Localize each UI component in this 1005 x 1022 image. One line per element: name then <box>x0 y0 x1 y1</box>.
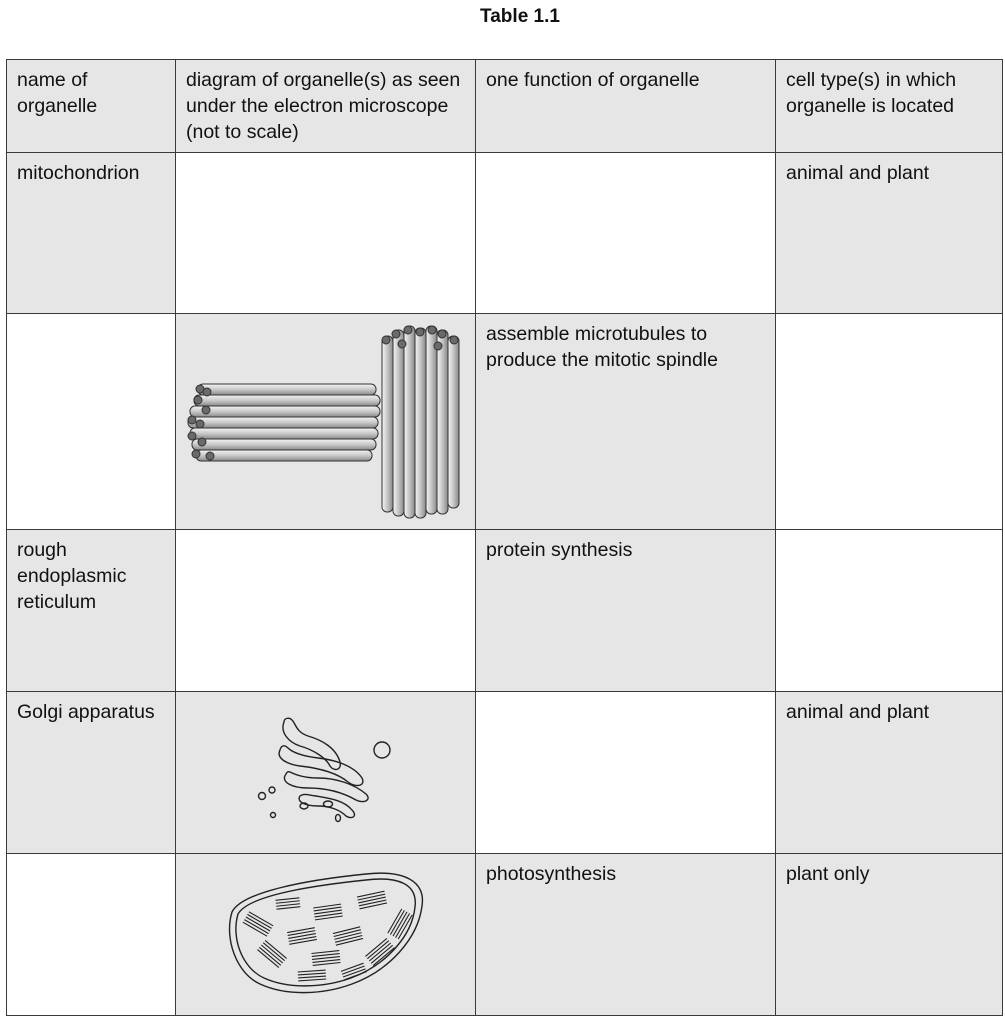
cell-name-blank <box>7 854 176 1016</box>
cell-cell-types: animal and plant <box>776 692 1003 854</box>
cell-function-blank <box>476 692 776 854</box>
table-row-mitochondrion <box>7 153 1003 314</box>
cell-name: Golgi apparatus <box>7 692 176 854</box>
cell-cell-types-blank <box>776 314 1003 530</box>
table-row-golgi <box>7 692 1003 854</box>
centrioles-diagram <box>176 314 476 530</box>
organelle-table <box>6 59 1003 1016</box>
cell-name: mitochondrion <box>7 153 176 314</box>
vertical-centriole <box>382 326 459 518</box>
cell-function: assemble microtubules to produce the mitotic spindle <box>476 314 776 530</box>
cell-cell-types: plant only <box>776 854 1003 1016</box>
cell-cell-types: animal and plant <box>776 153 1003 314</box>
header-name: name of organelle <box>7 60 176 153</box>
cell-diagram-blank <box>176 530 476 692</box>
header-diagram: diagram of organelle(s) as seen under the electron microscope (not to scale) <box>176 60 476 153</box>
table-row-rough-er <box>7 530 1003 692</box>
horizontal-centriole <box>188 384 380 461</box>
cell-function: photosynthesis <box>476 854 776 1016</box>
cell-diagram <box>176 314 476 530</box>
cell-diagram <box>176 854 476 1016</box>
header-function: one function of organelle <box>476 60 776 153</box>
cell-function-blank <box>476 153 776 314</box>
cell-name-blank <box>7 314 176 530</box>
chloroplast-diagram <box>176 854 476 1016</box>
cell-name: rough endoplasmic reticulum <box>7 530 176 692</box>
table-title: Table 1.1 <box>480 6 560 27</box>
cell-diagram <box>176 692 476 854</box>
cell-diagram-blank <box>176 153 476 314</box>
cell-cell-types-blank <box>776 530 1003 692</box>
table-row-centrioles <box>7 314 1003 530</box>
table-row-chloroplast <box>7 854 1003 1016</box>
golgi-diagram <box>176 692 476 854</box>
cell-function: protein synthesis <box>476 530 776 692</box>
table-header-row <box>7 60 1003 153</box>
header-cell-types: cell type(s) in which organelle is located <box>776 60 1003 153</box>
thylakoid-stacks <box>243 891 412 981</box>
